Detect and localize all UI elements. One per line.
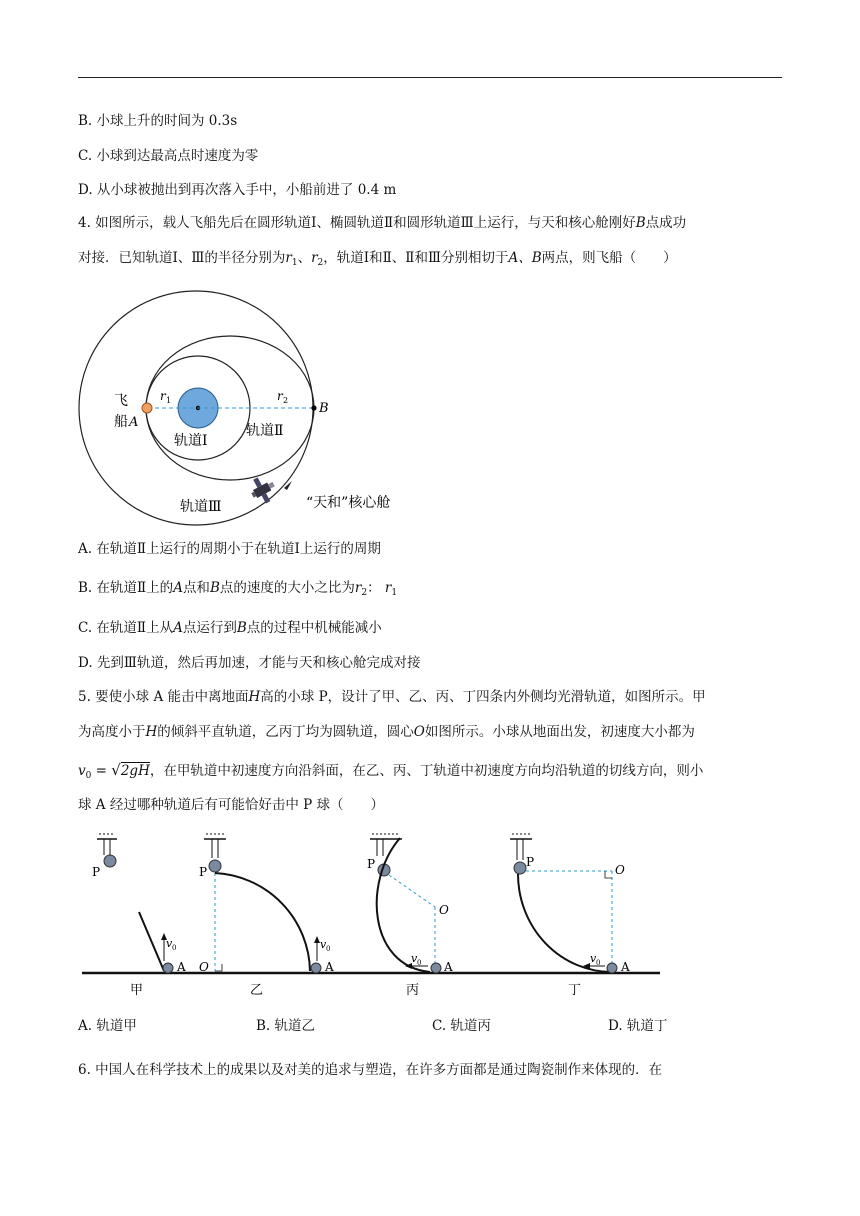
q4-stem-line1: 4. 如图所示，载人飞船先后在圆形轨道Ⅰ、椭圆轨道Ⅱ和圆形轨道Ⅲ上运行，与天和核心舱刚好B点成功 [78, 215, 687, 231]
q4-option-c: C. 在轨道Ⅱ上从A点运行到B点的过程中机械能减小 [78, 620, 382, 636]
q5-option-a: A. 轨道甲 [78, 1018, 137, 1034]
svg-text:0: 0 [596, 959, 601, 967]
q3-option-b: B. 小球上升的时间为 0.3s [78, 113, 238, 129]
ball-p-icon [514, 862, 526, 874]
label-ship2: 船 [114, 414, 128, 430]
ball-a-icon [431, 963, 441, 973]
svg-text:O: O [615, 863, 625, 877]
q5-option-d: D. 轨道丁 [608, 1018, 668, 1034]
ball-a-icon [607, 963, 617, 973]
q5-track-figure [78, 826, 668, 1006]
svg-text:P: P [92, 865, 101, 879]
svg-text:1: 1 [166, 396, 172, 405]
ball-a-icon [311, 963, 321, 973]
svg-text:0: 0 [417, 959, 422, 967]
q5-stem-line2: 为高度小于H的倾斜平直轨道，乙丙丁均为圆轨道，圆心O如图所示。小球从地面出发，初速度大小都为 [78, 724, 695, 740]
svg-text:甲: 甲 [130, 983, 144, 998]
svg-text:A: A [325, 960, 334, 974]
label-a: A [129, 415, 139, 430]
label-orbit-2: 轨道Ⅱ [246, 423, 284, 439]
svg-text:A: A [621, 960, 630, 974]
q5-stem-line3: $v_0 = √2gH$，在甲轨道中初速度方向沿斜面，在乙、丙、丁轨道中初速度方向均沿轨道的切线方向，则小 [78, 761, 704, 781]
svg-text:P: P [199, 865, 208, 879]
q3-option-d: D. 从小球被抛出到再次落入手中，小船前进了 0.4 m [78, 182, 397, 198]
svg-text:O: O [199, 960, 209, 974]
svg-text:P: P [526, 855, 535, 869]
q5-option-b: B. 轨道乙 [256, 1018, 316, 1034]
label-orbit-3: 轨道Ⅲ [180, 499, 222, 515]
svg-text:乙: 乙 [250, 983, 264, 998]
q4-option-a: A. 在轨道Ⅱ上运行的周期小于在轨道Ⅰ上运行的周期 [78, 541, 381, 557]
q6-stem-line1: 6. 中国人在科学技术上的成果以及对美的追求与塑造，在许多方面都是通过陶瓷制作来体现的．在 [78, 1062, 663, 1078]
svg-text:2: 2 [283, 396, 289, 405]
q4-orbit-figure [78, 290, 448, 530]
q4-option-b: B. 在轨道Ⅱ上的A点和B点的速度的大小之比为$r_2$： $r_1$ [78, 580, 398, 598]
q4-stem-line2: 对接．已知轨道Ⅰ、Ⅲ的半径分别为$r_1$、$r_2$，轨道Ⅰ和Ⅱ、Ⅱ和Ⅲ分别相切于A、B两点，则飞船（ ） [78, 250, 677, 268]
svg-text:v: v [166, 937, 173, 950]
svg-text:v: v [590, 952, 597, 965]
q3-option-c: C. 小球到达最高点时速度为零 [78, 148, 259, 164]
svg-text:0: 0 [326, 945, 331, 953]
label-r1: r [160, 389, 166, 403]
label-r2: r [277, 389, 283, 403]
ball-p-icon [104, 855, 116, 867]
ball-p-icon [209, 860, 221, 872]
svg-text:A: A [177, 960, 186, 974]
spaceship-icon [142, 403, 152, 413]
label-orbit-1: 轨道Ⅰ [174, 433, 208, 449]
svg-text:A: A [444, 960, 453, 974]
svg-text:丙: 丙 [406, 983, 420, 998]
label-ship: 飞 [114, 393, 128, 409]
ball-a-icon [163, 963, 173, 973]
svg-text:P: P [367, 857, 376, 871]
label-b: B [319, 401, 329, 416]
svg-text:v: v [411, 952, 418, 965]
svg-text:O: O [439, 903, 449, 917]
q4-option-d: D. 先到Ⅲ轨道，然后再加速，才能与天和核心舱完成对接 [78, 655, 421, 671]
q5-stem-line4: 球 A 经过哪种轨道后有可能恰好击中 P 球（ ） [78, 797, 384, 813]
svg-text:v: v [320, 938, 327, 951]
q5-stem-line1: 5. 要使小球 A 能击中离地面H高的小球 P，设计了甲、乙、丙、丁四条内外侧均光滑轨道，如图所示。甲 [78, 689, 706, 705]
svg-text:丁: 丁 [568, 983, 582, 998]
header-rule [78, 77, 782, 78]
svg-text:0: 0 [172, 944, 177, 952]
label-station: “天和”核心舱 [306, 495, 391, 511]
q5-option-c: C. 轨道丙 [432, 1018, 491, 1034]
